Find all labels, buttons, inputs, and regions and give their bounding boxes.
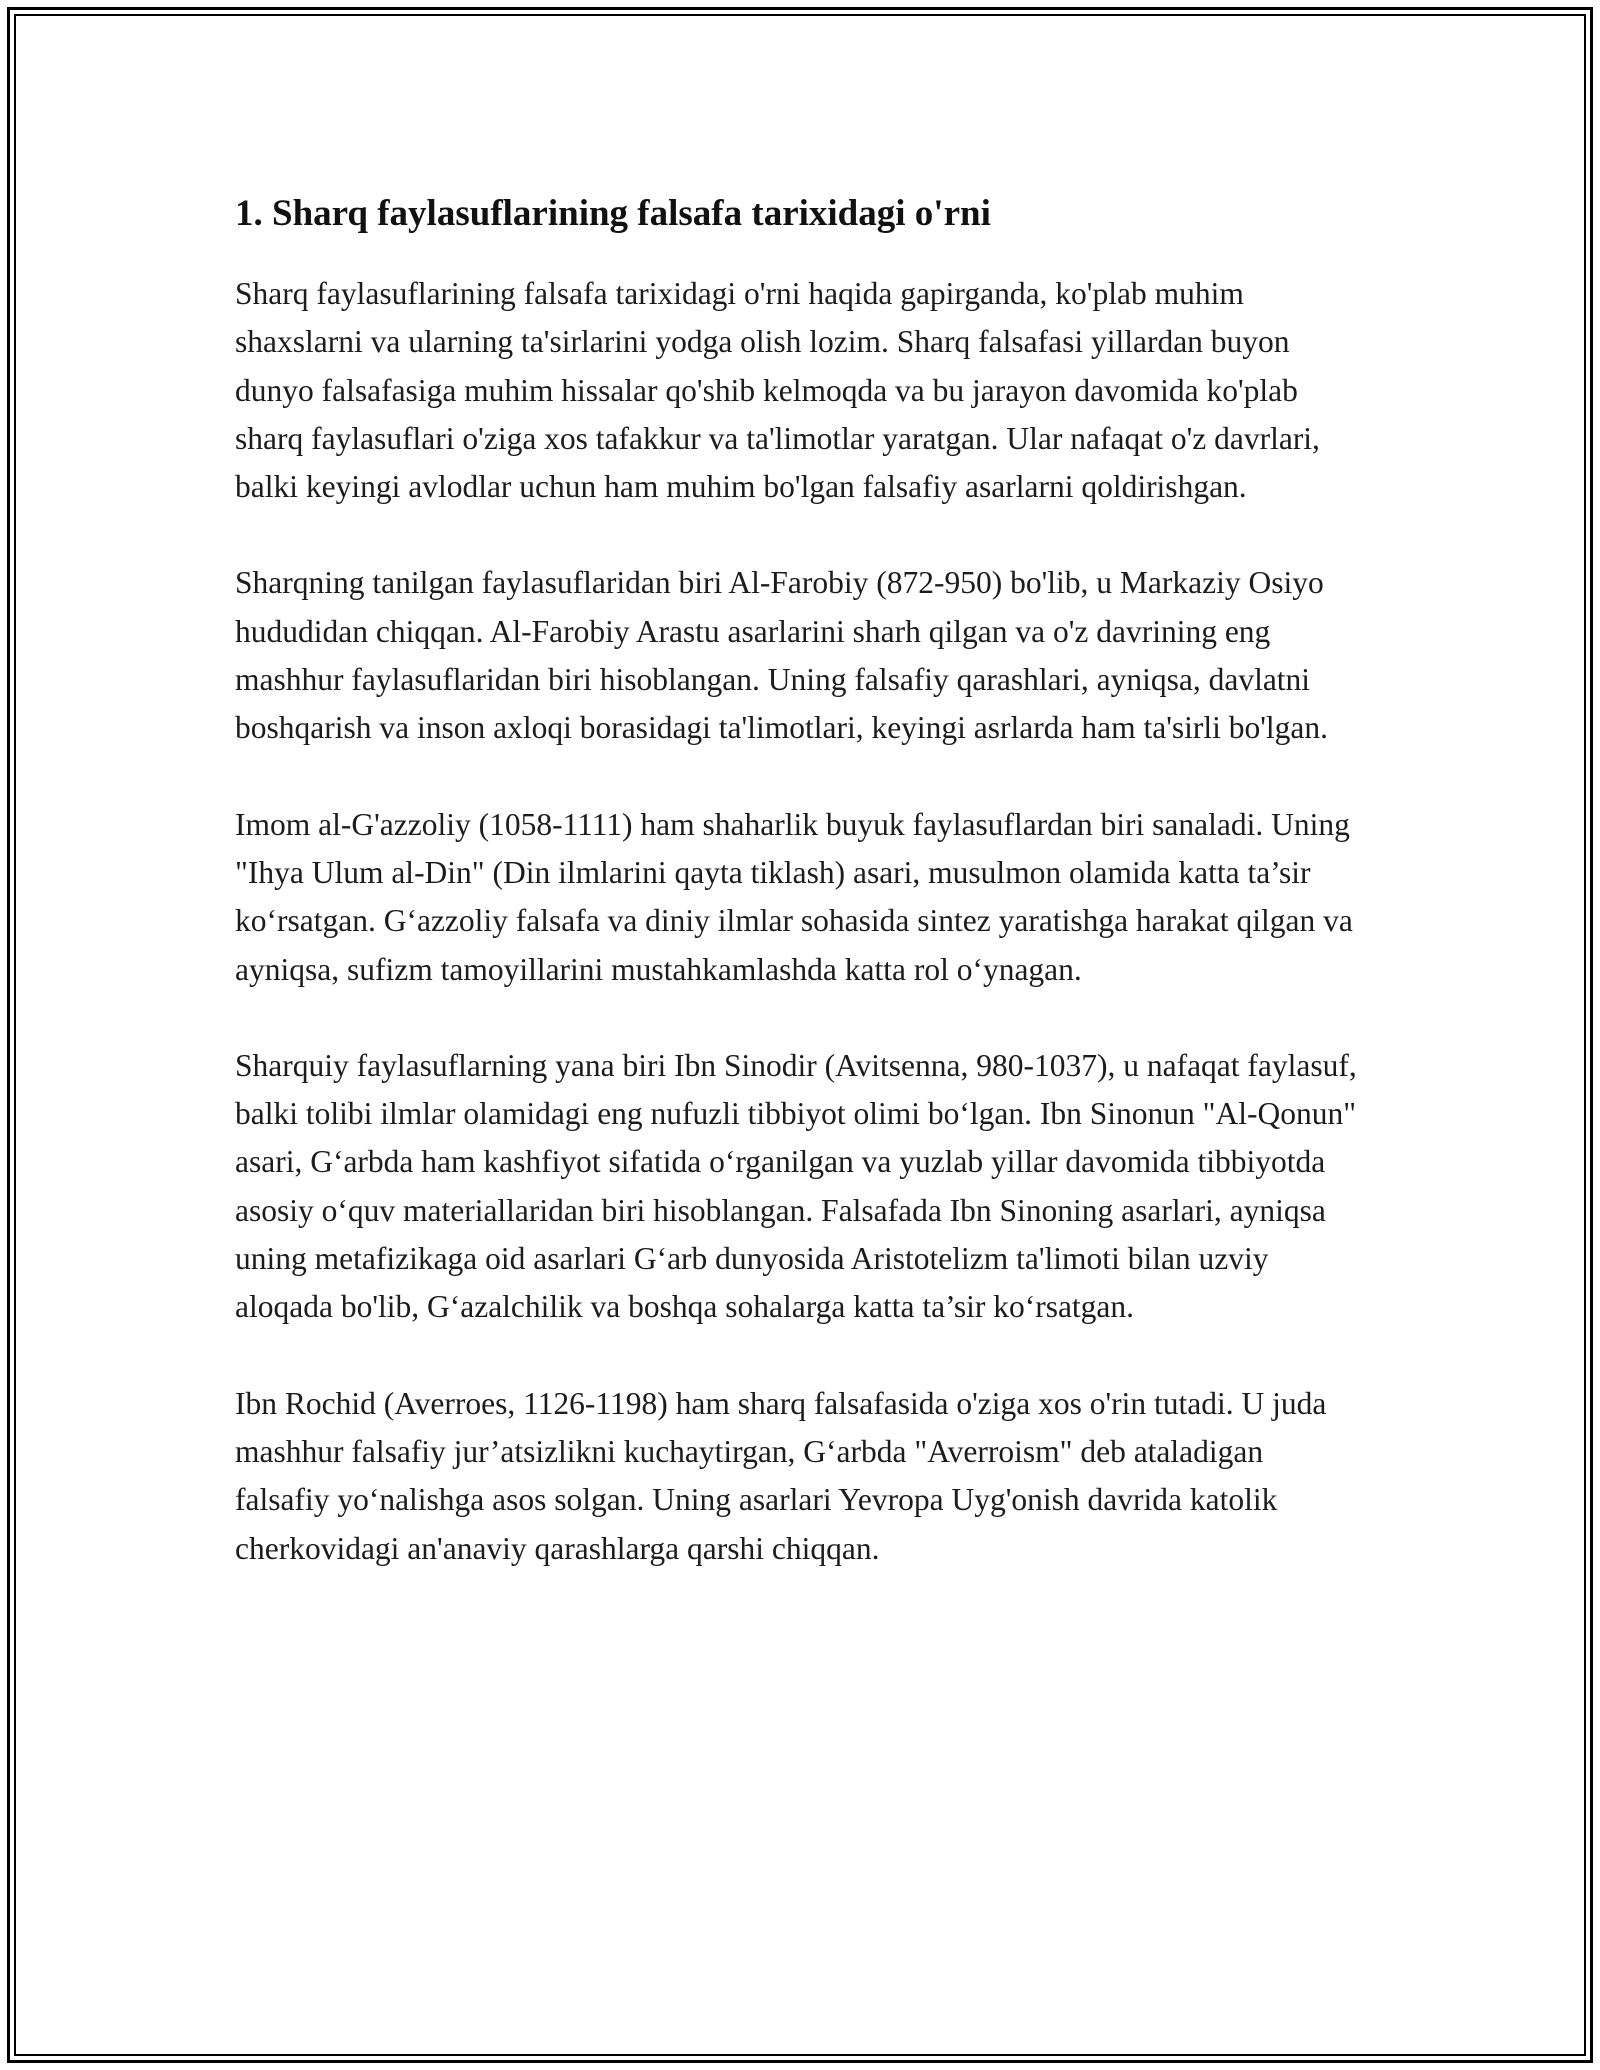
paragraph-al-gazzoliy: Imom al-G'azzoliy (1058-1111) ham shaharlik buyuk faylasuflardan biri sanaladi. Uning "Ihya Ulum al-Din" (Din ilmlarini qayta tiklash) asari, musulmon olamida katta ta’sir ko‘rsatgan. G‘azzoliy falsafa va diniy ilmlar sohasida sintez yaratishga harakat qilgan va ayniqsa, sufizm tamoyillarini mustahkamlashda katta rol o‘ynagan. [235, 806, 1353, 987]
paragraph-ibn-rushd: Ibn Rochid (Averroes, 1126-1198) ham sharq falsafasida o'ziga xos o'rin tutadi. U juda mashhur falsafiy jur’atsizlikni kuchaytirgan, G‘arbda "Averroism" deb ataladigan falsafiy yo‘nalishga asos solgan. Uning asarlari Yevropa Uyg'onish davrida katolik cherkovidagi an'anaviy qarashlarga qarshi chiqqan. [235, 1385, 1327, 1566]
section-heading: 1. Sharq faylasuflarining falsafa tarixidagi o'rni [235, 193, 991, 234]
document-body [235, 188, 1365, 1573]
paragraph-intro: Sharq faylasuflarining falsafa tarixidagi o'rni haqida gapirganda, ko'plab muhim shaxslarni va ularning ta'sirlarini yodga olish lozim. Sharq falsafasi yillardan buyon dunyo falsafasiga muhim hissalar qo'shib kelmoqda va bu jarayon davomida ko'plab sharq faylasuflari o'ziga xos tafakkur va ta'limotlar yaratgan. Ular nafaqat o'z davrlari, balki keyingi avlodlar uchun ham muhim bo'lgan falsafiy asarlarni qoldirishgan. [235, 276, 1320, 505]
paragraph-al-farobiy: Sharqning tanilgan faylasuflaridan biri Al-Farobiy (872-950) bo'lib, u Markaziy Osiyo hududidan chiqqan. Al-Farobiy Arastu asarlarini sharh qilgan va o'z davrining eng mashhur faylasuflaridan biri hisoblangan. Uning falsafiy qarashlari, ayniqsa, davlatni boshqarish va inson axloqi borasidagi ta'limotlari, keyingi asrlarda ham ta'sirli bo'lgan. [235, 565, 1329, 746]
paragraph-ibn-sino: Sharquiy faylasuflarning yana biri Ibn Sinodir (Avitsenna, 980-1037), u nafaqat faylasuf, balki tolibi ilmlar olamidagi eng nufuzli tibbiyot olimi bo‘lgan. Ibn Sinonun "Al-Qonun" asari, G‘arbda ham kashfiyot sifatida o‘rganilgan va yuzlab yillar davomida tibbiyotda asosiy o‘quv materiallaridan biri hisoblangan. Falsafada Ibn Sinoning asarlari, ayniqsa uning metafizikaga oid asarlari G‘arb dunyosida Aristotelizm ta'limoti bilan uzviy aloqada bo'lib, G‘azalchilik va boshqa sohalarga katta ta’sir ko‘rsatgan. [235, 1047, 1357, 1325]
